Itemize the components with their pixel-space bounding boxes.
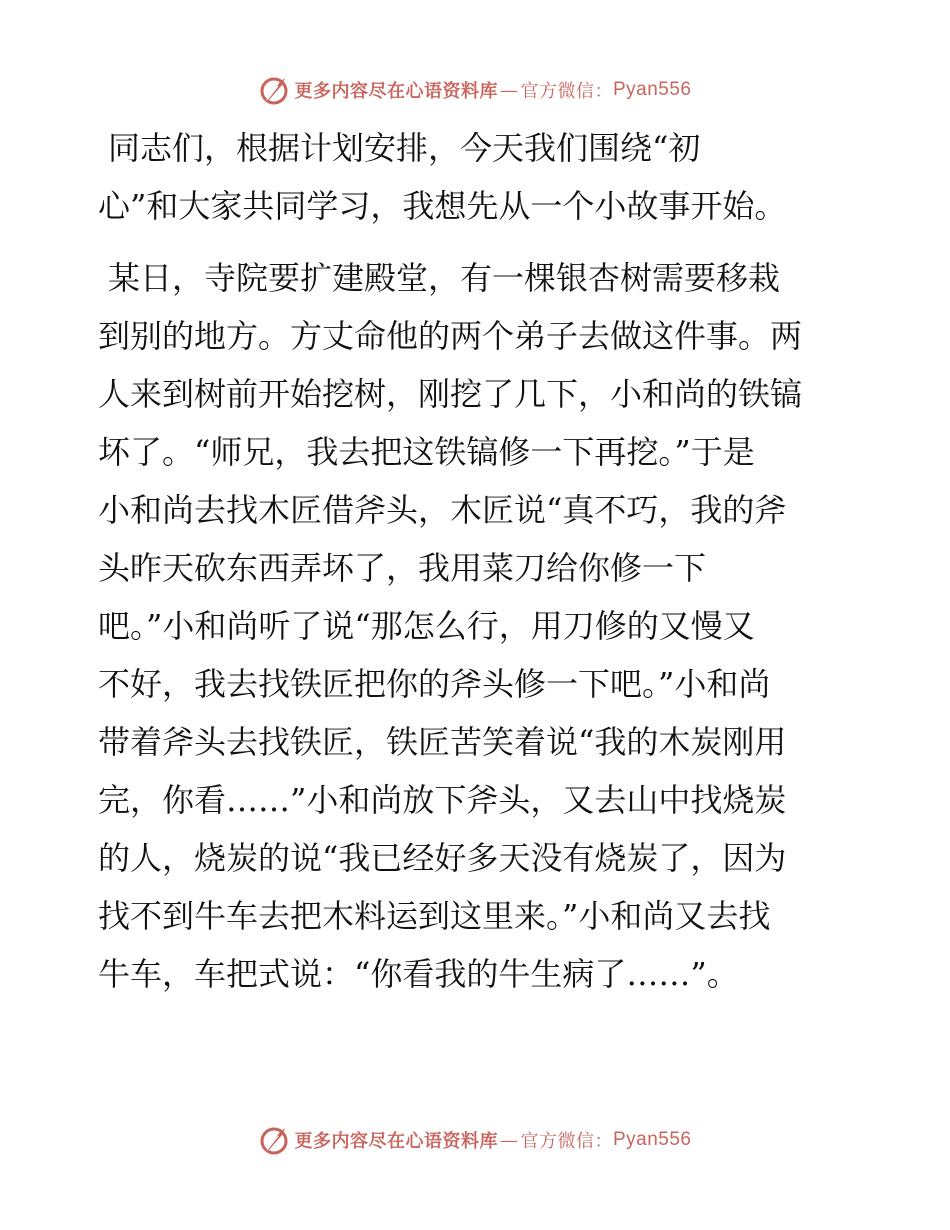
banner-dash: — bbox=[499, 79, 519, 101]
body-line: 心”和大家共同学习，我想先从一个小故事开始。 bbox=[98, 187, 787, 225]
body-line: 的人，烧炭的说“我已经好多天没有烧炭了，因为 bbox=[98, 839, 787, 877]
banner-wechat-label: 官方微信： bbox=[520, 1131, 613, 1152]
body-line: 某日，寺院要扩建殿堂，有一棵银杏树需要移栽 bbox=[108, 259, 781, 297]
body-line: 同志们，根据计划安排，今天我们围绕“初 bbox=[108, 129, 701, 167]
body-line: 小和尚去找木匠借斧头，木匠说“真不巧，我的斧 bbox=[98, 491, 787, 529]
body-line: 不好，我去找铁匠把你的斧头修一下吧。”小和尚 bbox=[98, 665, 771, 703]
body-line: 完，你看……”小和尚放下斧头，又去山中找烧炭 bbox=[98, 781, 787, 819]
banner-main-text: 更多内容尽在心语资料库 bbox=[294, 81, 498, 102]
body-line: 带着斧头去找铁匠，铁匠苦笑着说“我的木炭刚用 bbox=[98, 723, 787, 761]
body-line: 吧。”小和尚听了说“那怎么行，用刀修的又慢又 bbox=[98, 607, 755, 645]
body-line: 找不到牛车去把木料运到这里来。”小和尚又去找 bbox=[98, 897, 771, 935]
footer-banner bbox=[0, 1122, 950, 1158]
body-line: 牛车，车把式说：“你看我的牛生病了……”。 bbox=[98, 955, 739, 993]
body-line: 人来到树前开始挖树，刚挖了几下，小和尚的铁镐 bbox=[98, 375, 803, 413]
body-line: 头昨天砍东西弄坏了，我用菜刀给你修一下 bbox=[98, 549, 707, 587]
banner-dash: — bbox=[499, 1129, 519, 1151]
banner-wechat-id: Pyan556 bbox=[612, 79, 692, 100]
quill-pen-logo-icon bbox=[258, 74, 290, 106]
body-line: 坏了。“师兄，我去把这铁镐修一下再挖。”于是 bbox=[98, 433, 755, 471]
body-line: 到别的地方。方丈命他的两个弟子去做这件事。两 bbox=[98, 317, 803, 355]
banner-wechat-label: 官方微信： bbox=[520, 81, 613, 102]
quill-pen-logo-icon bbox=[258, 1124, 290, 1156]
header-banner bbox=[0, 72, 950, 108]
banner-wechat-id: Pyan556 bbox=[612, 1129, 692, 1150]
banner-main-text: 更多内容尽在心语资料库 bbox=[294, 1131, 498, 1152]
